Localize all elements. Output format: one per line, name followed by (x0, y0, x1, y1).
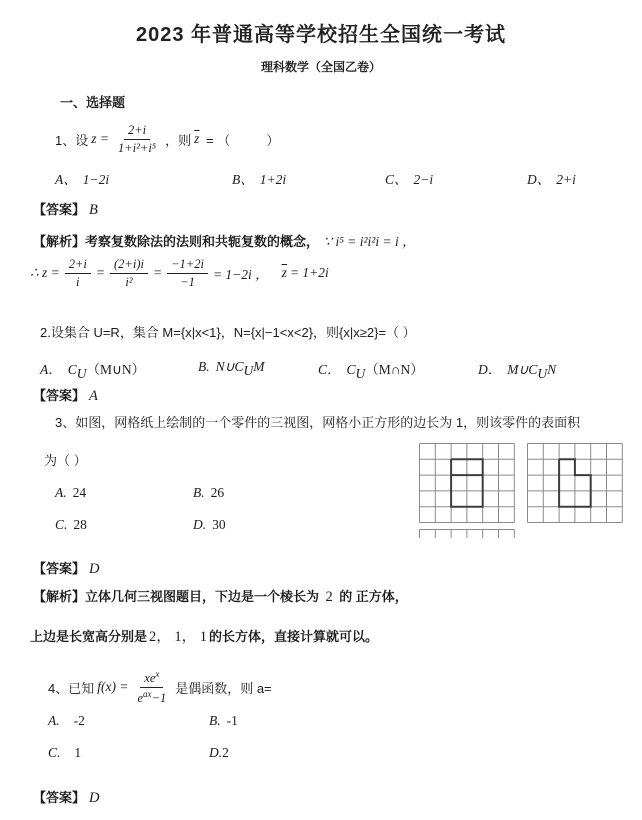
q2-option-d-label: D． (478, 362, 502, 377)
q1-sol-eq1: = (95, 265, 105, 280)
q2-option-b-sub: U (243, 363, 254, 379)
q1-z-conjugate: $\overline{z}$ (194, 131, 200, 146)
q1-option-a (55, 168, 109, 189)
q2-option-d-post: N (547, 362, 557, 377)
q3-analysis1-post: 的 正方体， (339, 589, 408, 604)
q1-sol-z-conjugate: $\overline{z}$ (281, 265, 287, 280)
figure-top-view-clipped (419, 529, 515, 538)
q3-option-a-label: A. (55, 485, 67, 500)
q3-option-a (55, 484, 86, 502)
question-1-stem (55, 120, 279, 158)
q4-fraction (133, 669, 170, 705)
q2-option-c-sub: U (355, 366, 366, 382)
q4-option-b (209, 712, 238, 730)
q3-analysis1-pre: 立体几何三视图题目，下边是一个棱长为 (85, 589, 320, 604)
q2-option-a-sub: U (76, 366, 87, 382)
q1-sol-result: = 1−2i ， (212, 267, 269, 282)
q1-sol-fraction-3 (167, 257, 208, 289)
q4-answer-label: 【答案】 (33, 790, 86, 805)
q4-fraction-denominator (133, 688, 170, 706)
q4-prefix: 4、已知 (48, 680, 95, 696)
q3-option-b-text: 26 (210, 485, 225, 500)
q4-function: f(x) = (97, 679, 129, 694)
q4-option-d-label: D. (209, 745, 223, 760)
front-view-grid (419, 443, 515, 523)
q4-den-sup: ax (143, 688, 152, 699)
q1-sol-fraction-1 (65, 257, 91, 289)
q1-prefix: 1、设 (55, 132, 89, 148)
q1-option-d (527, 168, 576, 189)
q3-option-c-label: C. (55, 517, 68, 532)
side-view-grid (527, 443, 623, 523)
q4-option-c-label: C. (48, 745, 61, 760)
question-4-stem (48, 668, 272, 706)
q3-analysis1-number: 2 (325, 589, 333, 605)
q1-answer-letter: B (89, 202, 98, 218)
figure-side-view (527, 443, 623, 523)
q1-sol-f3-den: −1 (180, 274, 195, 289)
q1-sol-therefore: ∴ z = (30, 265, 60, 280)
q1-fraction (114, 123, 160, 155)
q1-option-c-label: C、 (385, 172, 408, 187)
q4-den-base: e (137, 690, 144, 705)
q2-option-b-post: M (253, 359, 265, 374)
q4-option-d (209, 744, 229, 762)
q2-option-d-pre: M∪C (507, 362, 538, 377)
page-title: 2023 年普通高等学校招生全国统一考试 (135, 24, 507, 46)
q4-option-d-text: 2 (222, 745, 229, 760)
q2-option-b (198, 358, 265, 379)
question-2-stem: 2.设集合 U=R，集合 M={x|x<1}，N={x|−1<x<2}，则{x|x≥2}=（ ） (40, 325, 416, 340)
q2-option-c (318, 358, 424, 382)
q4-fraction-numerator (140, 669, 163, 688)
q3-option-b-label: B. (193, 485, 205, 500)
q2-option-b-pre: N∪C (215, 359, 244, 374)
q2-option-a-label: A． (40, 362, 62, 377)
q1-sol-f3-num: −1+2i (167, 257, 208, 273)
q4-option-c (48, 744, 81, 762)
q3-option-c (55, 516, 87, 534)
q1-sol-fraction-2 (110, 257, 148, 289)
q2-option-b-label: B. (198, 359, 210, 374)
q1-variable: z = (91, 131, 109, 146)
q1-answer (33, 199, 98, 219)
q1-option-b-label: B、 (232, 172, 254, 187)
q1-option-b (232, 168, 286, 189)
q3-answer (33, 558, 100, 578)
q1-option-c (385, 168, 433, 189)
q1-sol-f2-den: i² (125, 274, 133, 289)
q1-option-a-text: 1−2i (82, 172, 110, 187)
q1-analysis-math: ∵ i⁵ = i²i²i = i ， (323, 234, 416, 249)
q1-answer-label: 【答案】 (33, 202, 86, 217)
q4-num-base: xe (144, 671, 156, 686)
q1-sol-conjugate-value: = 1+2i (289, 265, 329, 280)
q3-analysis-line2 (30, 625, 378, 646)
q1-option-a-label: A、 (55, 172, 77, 187)
q2-option-d-sub: U (537, 366, 548, 382)
q4-option-b-text: -1 (226, 713, 238, 728)
q3-analysis2-pre: 上边是长宽高分别是 (30, 629, 148, 644)
figure-front-view (419, 443, 515, 523)
q1-blank-parens: = （ ） (202, 132, 280, 148)
q2-option-a-post: （M∪N） (86, 362, 146, 377)
q3-answer-letter: D (89, 561, 100, 577)
page-subtitle: 理科数学（全国乙卷） (260, 60, 381, 74)
q1-sol-f1-den: i (76, 274, 80, 289)
q3-option-d (193, 516, 226, 534)
q2-option-a (40, 358, 145, 382)
q4-answer-letter: D (89, 790, 100, 806)
q3-analysis-line1 (33, 586, 408, 606)
q3-option-a-text: 24 (72, 485, 87, 500)
q4-answer (33, 787, 100, 807)
q1-analysis-label: 【解析】 (33, 234, 86, 249)
q2-option-c-label: C． (318, 362, 341, 377)
q4-option-a (48, 712, 85, 730)
q4-option-a-label: A. (48, 713, 60, 728)
q4-option-b-label: B. (209, 713, 221, 728)
q4-den-tail: −1 (151, 690, 167, 705)
top-view-grid (419, 529, 515, 538)
q4-option-a-text: -2 (73, 713, 85, 728)
q1-analysis (33, 230, 416, 251)
q1-option-b-text: 1+2i (259, 172, 287, 187)
question-3-stem-line1: 3、如图，网格纸上绘制的一个零件的三视图，网格小正方形的边长为 1，则该零件的表面积 (55, 415, 581, 430)
q3-option-c-text: 28 (73, 517, 87, 532)
q2-answer-letter: A (89, 388, 98, 404)
q2-option-c-pre: C (346, 362, 356, 377)
q3-analysis2-numbers: 2， 1， 1 (149, 629, 208, 645)
q3-analysis2-post: 的长方体，直接计算就可以。 (209, 629, 379, 644)
section-heading: 一、选择题 (60, 95, 126, 110)
q1-option-d-label: D、 (527, 172, 551, 187)
q3-analysis-label: 【解析】 (33, 589, 86, 604)
q1-sol-f2-num: (2+i)i (110, 257, 148, 273)
q3-answer-label: 【答案】 (33, 561, 86, 576)
q1-sol-f1-num: 2+i (65, 257, 91, 273)
q1-fraction-numerator: 2+i (124, 123, 150, 139)
q1-option-d-text: 2+i (556, 172, 576, 187)
q1-option-c-text: 2−i (413, 172, 434, 187)
q2-option-c-post: （M∩N） (365, 362, 424, 377)
q1-mid-text: ，则 (165, 132, 192, 148)
q4-num-sup: x (155, 668, 160, 679)
q2-answer-label: 【答案】 (33, 388, 86, 403)
q2-option-d (478, 358, 556, 382)
q2-option-a-pre: C (67, 362, 77, 377)
question-3-stem-line2: 为（ ） (44, 453, 87, 468)
q3-option-d-label: D. (193, 517, 207, 532)
q3-option-b (193, 484, 224, 502)
q1-analysis-text: 考察复数除法的法则和共轭复数的概念， (85, 234, 320, 249)
q1-fraction-denominator: 1+i²+i⁵ (117, 140, 157, 155)
q4-option-c-text: 1 (74, 745, 82, 760)
q4-post-text: 是偶函数，则 a= (175, 680, 272, 696)
q1-sol-eq2: = (152, 265, 163, 280)
q2-answer (33, 385, 98, 405)
q1-solution-line (30, 252, 329, 294)
q3-option-d-text: 30 (212, 517, 226, 532)
